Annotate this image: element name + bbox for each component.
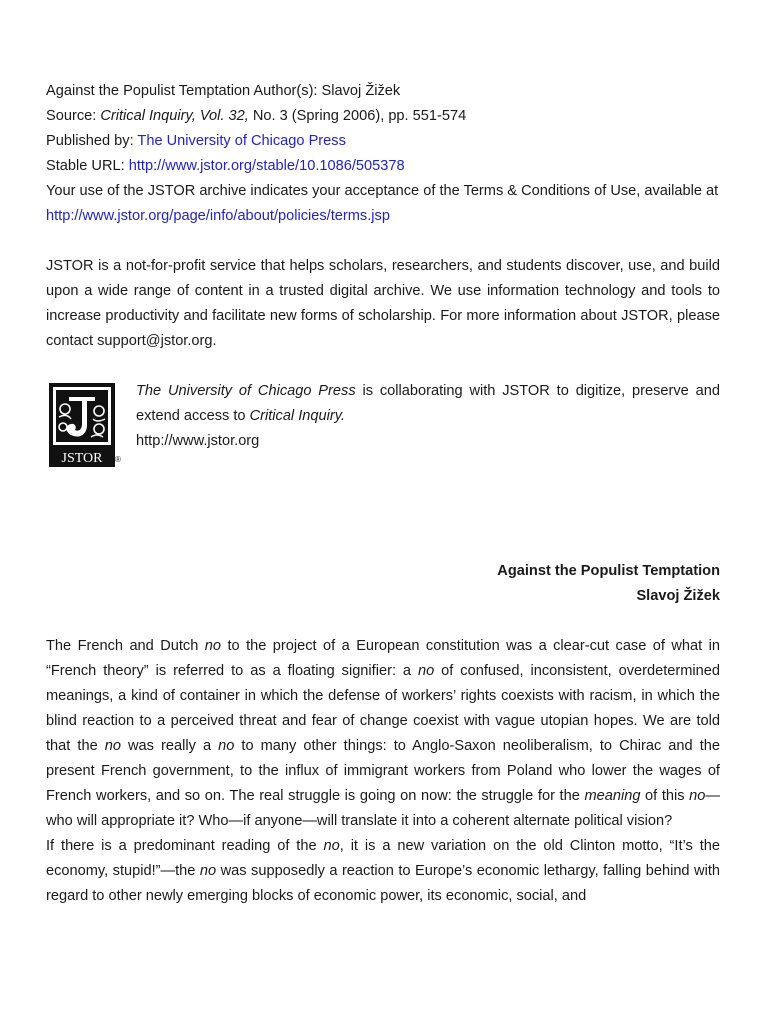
collab-middle: is collaborating with JSTOR to digitize, preserve and extend access to xyxy=(136,383,720,424)
italic-run: meaning xyxy=(584,788,641,804)
italic-run: no xyxy=(199,863,217,879)
collaboration-text xyxy=(136,379,720,454)
stable-url-link[interactable]: http://www.jstor.org/stable/10.1086/505378 xyxy=(128,158,405,174)
source-issue: No. 3 (Spring 2006), pp. 551-574 xyxy=(248,108,467,124)
source-journal: Critical Inquiry, Vol. 32, xyxy=(100,108,249,124)
article-body xyxy=(46,634,720,909)
text-run: of confused, inconsistent, overdetermined meanings, a kind of container in which the defense of workers’ rights coexists with racism, in which the blind reaction to a perceived threat and fear of change coexist with vague utopian hopes. We are told that the xyxy=(46,663,720,754)
published-label: Published by: xyxy=(46,133,138,149)
paragraph-2 xyxy=(46,834,720,909)
published-line xyxy=(46,129,720,154)
article-heading xyxy=(46,559,720,609)
text-run: was really a xyxy=(120,738,219,754)
stable-url-label: Stable URL: xyxy=(46,158,129,174)
article-title: Against the Populist Temptation xyxy=(497,563,720,579)
italic-run: no xyxy=(418,663,435,679)
collab-press: The University of Chicago Press xyxy=(136,383,356,399)
stable-url-line xyxy=(46,154,720,179)
article-author: Slavoj Žižek xyxy=(636,588,720,604)
italic-run: no xyxy=(323,838,340,854)
jstor-logo-icon xyxy=(49,383,115,467)
text-run: —who will appropriate it? Who—if anyone—will translate it into a coherent alternate political vision? xyxy=(46,788,720,829)
jstor-logo-text: JSTOR xyxy=(61,451,103,466)
text-run: The French and Dutch xyxy=(46,638,205,654)
terms-text: Your use of the JSTOR archive indicates your acceptance of the Terms & Conditions of Use, available at xyxy=(46,183,719,199)
text-run: of this xyxy=(640,788,690,804)
collaboration-block xyxy=(46,379,720,479)
collab-journal: Critical Inquiry. xyxy=(249,408,345,424)
italic-run: no xyxy=(218,738,235,754)
terms-url-link[interactable]: http://www.jstor.org/page/info/about/policies/terms.jsp xyxy=(46,208,390,224)
jstor-url[interactable]: http://www.jstor.org xyxy=(136,433,260,449)
source-label: Source: xyxy=(46,108,101,124)
text-run: to many other things: to Anglo-Saxon neoliberalism, to Chirac and the present French government, to the influx of immigrant workers from Poland who lower the wages of French workers, and so on. The real struggle is going on now: the struggle for the xyxy=(46,738,720,804)
italic-run: no xyxy=(689,788,706,804)
source-line xyxy=(46,104,720,129)
publisher-link[interactable]: The University of Chicago Press xyxy=(137,133,346,149)
text-run: , it is a new variation on the old Clinton motto, “It’s the economy, stupid!”—the xyxy=(46,838,720,879)
text-run: If there is a predominant reading of the xyxy=(46,838,324,854)
paragraph-1 xyxy=(46,634,720,834)
italic-run: no xyxy=(104,738,121,754)
document-page xyxy=(46,79,720,909)
registered-mark-icon: ® xyxy=(115,455,121,464)
text-run: was supposedly a reaction to Europe’s economic lethargy, falling behind with regard to other newly emerging blocks of economic power, its economic, social, and xyxy=(46,863,720,904)
text-run: to the project of a European constitution was a clear-cut case of what in “French theory” is referred to as a floating signifier: a xyxy=(46,638,721,679)
cover-title-line: Against the Populist Temptation Author(s): Slavoj Žižek xyxy=(46,83,401,99)
jstor-about-text: JSTOR is a not-for-profit service that helps scholars, researchers, and students discover, use, and build upon a wide range of content in a trusted digital archive. We use information technology and tools to increase productivity and facilitate new forms of scholarship. For more information about JSTOR, please contact support@jstor.org. xyxy=(46,258,720,349)
italic-run: no xyxy=(204,638,222,654)
